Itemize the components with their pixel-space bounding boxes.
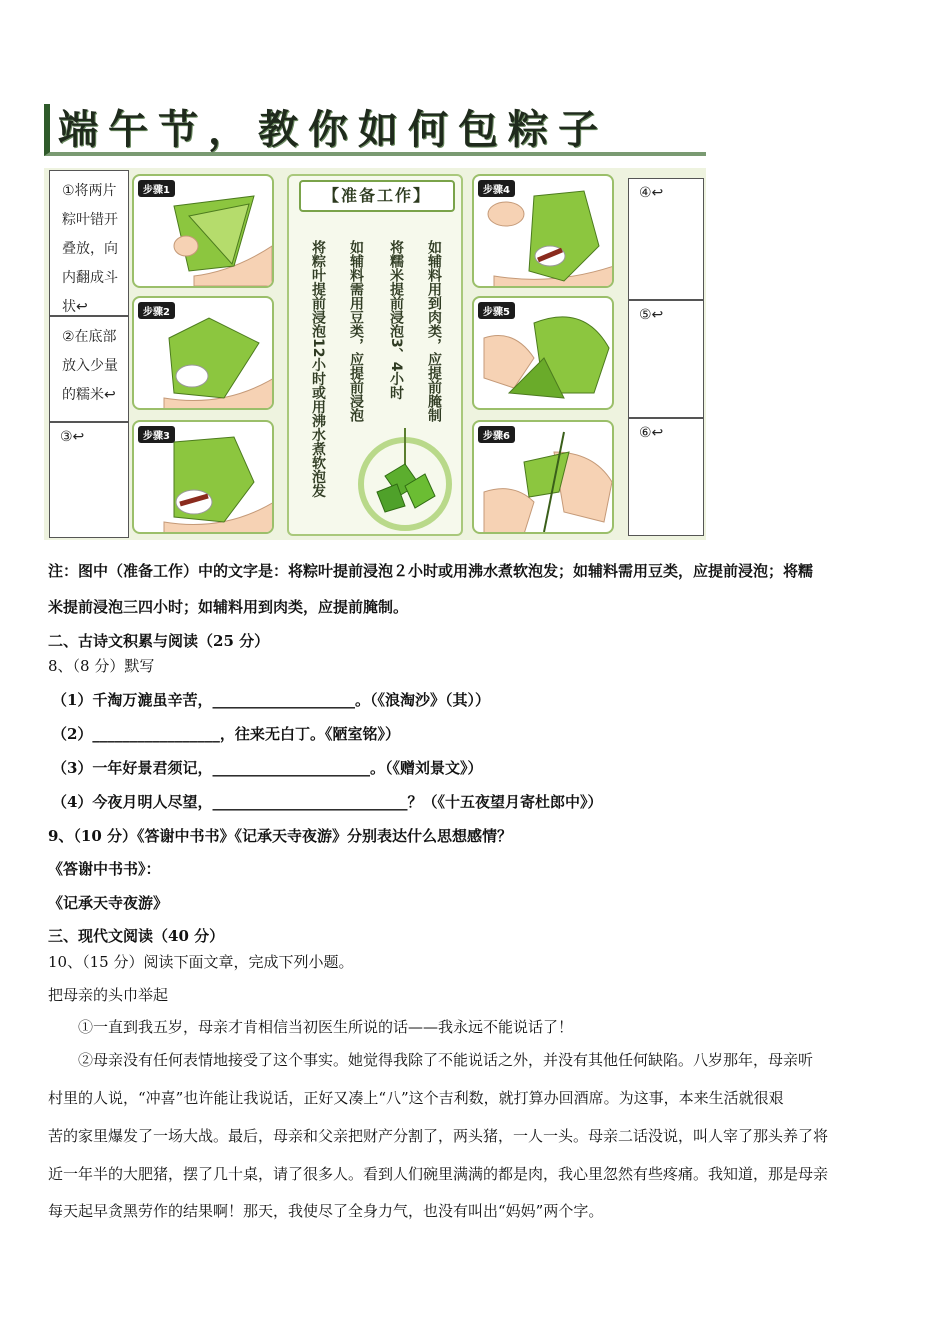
step-5-panel <box>472 296 614 410</box>
article-paragraph-2-line-4: 近一年半的大肥猪，摆了几十桌，请了很多人。看到人们碗里满满的都是肉，我心里忽然有些疼痛。我知道，那是母亲 <box>48 1165 829 1183</box>
question-9: 9、（10 分）《答谢中书书》《记承天寺夜游》分别表达什么思想感情？ <box>48 827 513 845</box>
question-8: 8、（8 分）默写 <box>48 657 155 675</box>
article-paragraph-2-line-2: 村里的人说，“冲喜”也许能让我说话，正好又凑上“八”这个吉利数，就打算办回酒席。为这事，本来生活就很艰 <box>48 1089 784 1107</box>
prep-col-4: 如辅料用到肉类，应提前腌制 <box>426 240 442 422</box>
right-cell-4-text: ④↩ <box>639 185 664 201</box>
step-4-badge: 步骤4 <box>478 180 515 197</box>
step-5-badge: 步骤5 <box>478 302 515 319</box>
note-line-2: 米提前浸泡三四小时；如辅料用到肉类，应提前腌制。 <box>48 598 409 616</box>
right-cell-6-text: ⑥↩ <box>639 425 664 441</box>
prep-title: 【准备工作】 <box>299 180 455 212</box>
article-paragraph-2-line-1: ②母亲没有任何表情地接受了这个事实。她觉得我除了不能说话之外，并没有其他任何缺陷。八岁那年，母亲听 <box>78 1051 814 1069</box>
left-cell-3-text: ③↩ <box>60 429 85 445</box>
prep-col-3: 将糯米提前浸泡3、4小时 <box>388 240 404 400</box>
right-cell-4 <box>628 178 704 300</box>
article-paragraph-2-line-5: 每天起早贪黑劳作的结果啊！那天，我使尽了全身力气，也没有叫出“妈妈”两个字。 <box>48 1202 604 1220</box>
left-cell-1-text: ①将两片粽叶错开叠放，向内翻成斗状↩ <box>62 183 118 315</box>
step-4-panel <box>472 174 614 288</box>
right-cell-5-text: ⑤↩ <box>639 307 664 323</box>
zongzi-bundle-image <box>355 426 455 534</box>
question-8-item-4: （4）今夜月明人尽望，__________________________？（《十五夜望月寄杜郎中》） <box>52 793 603 811</box>
step-3-badge: 步骤3 <box>138 426 175 443</box>
prep-col-1: 将粽叶提前浸泡12小时或用沸水煮软泡发 <box>310 240 326 498</box>
step-6-panel <box>472 420 614 534</box>
left-cell-2 <box>49 316 129 422</box>
step-2-badge: 步骤2 <box>138 302 175 319</box>
step-2-panel <box>132 296 274 410</box>
figure-title: 端午节，教你如何包粽子 <box>58 107 608 153</box>
zongzi-figure <box>44 168 706 540</box>
figure-title-banner <box>44 104 706 156</box>
article-title: 把母亲的头巾举起 <box>48 986 169 1004</box>
left-cell-1 <box>49 170 129 316</box>
question-8-item-2: （2）_________________，往来无白丁。《陋室铭》） <box>52 725 400 743</box>
right-cell-6 <box>628 418 704 536</box>
right-cell-5 <box>628 300 704 418</box>
question-9-answer-a: 《答谢中书书》： <box>48 860 161 878</box>
prep-col-2: 如辅料需用豆类，应提前浸泡 <box>348 240 364 422</box>
note-line-1: 注：图中（准备工作）中的文字是：将粽叶提前浸泡２小时或用沸水煮软泡发；如辅料需用豆类，应提前浸泡；将糯 <box>48 562 814 580</box>
question-9-answer-b: 《记承天寺夜游》 <box>48 894 169 912</box>
article-paragraph-1: ①一直到我五岁，母亲才肯相信当初医生所说的话——我永远不能说话了！ <box>78 1018 574 1036</box>
step-6-badge: 步骤6 <box>478 426 515 443</box>
left-cell-3 <box>49 422 129 538</box>
section-2-heading: 二、古诗文积累与阅读（25 分） <box>48 632 270 650</box>
prep-panel <box>287 174 463 536</box>
step-3-panel <box>132 420 274 534</box>
article-paragraph-2-line-3: 苦的家里爆发了一场大战。最后，母亲和父亲把财产分割了，两头猪，一人一头。母亲二话没说，叫人宰了那头养了将 <box>48 1127 829 1145</box>
step-1-badge: 步骤1 <box>138 180 175 197</box>
question-8-item-1: （1）千淘万漉虽辛苦，___________________。（《浪淘沙》（其）） <box>52 691 490 709</box>
question-8-item-3: （3）一年好景君须记，_____________________。（《赠刘景文》） <box>52 759 483 777</box>
step-1-panel <box>132 174 274 288</box>
question-10: 10、（15 分）阅读下面文章，完成下列小题。 <box>48 953 354 971</box>
left-cell-2-text: ②在底部放入少量的糯米↩ <box>62 329 118 403</box>
section-3-heading: 三、现代文阅读（40 分） <box>48 927 225 945</box>
